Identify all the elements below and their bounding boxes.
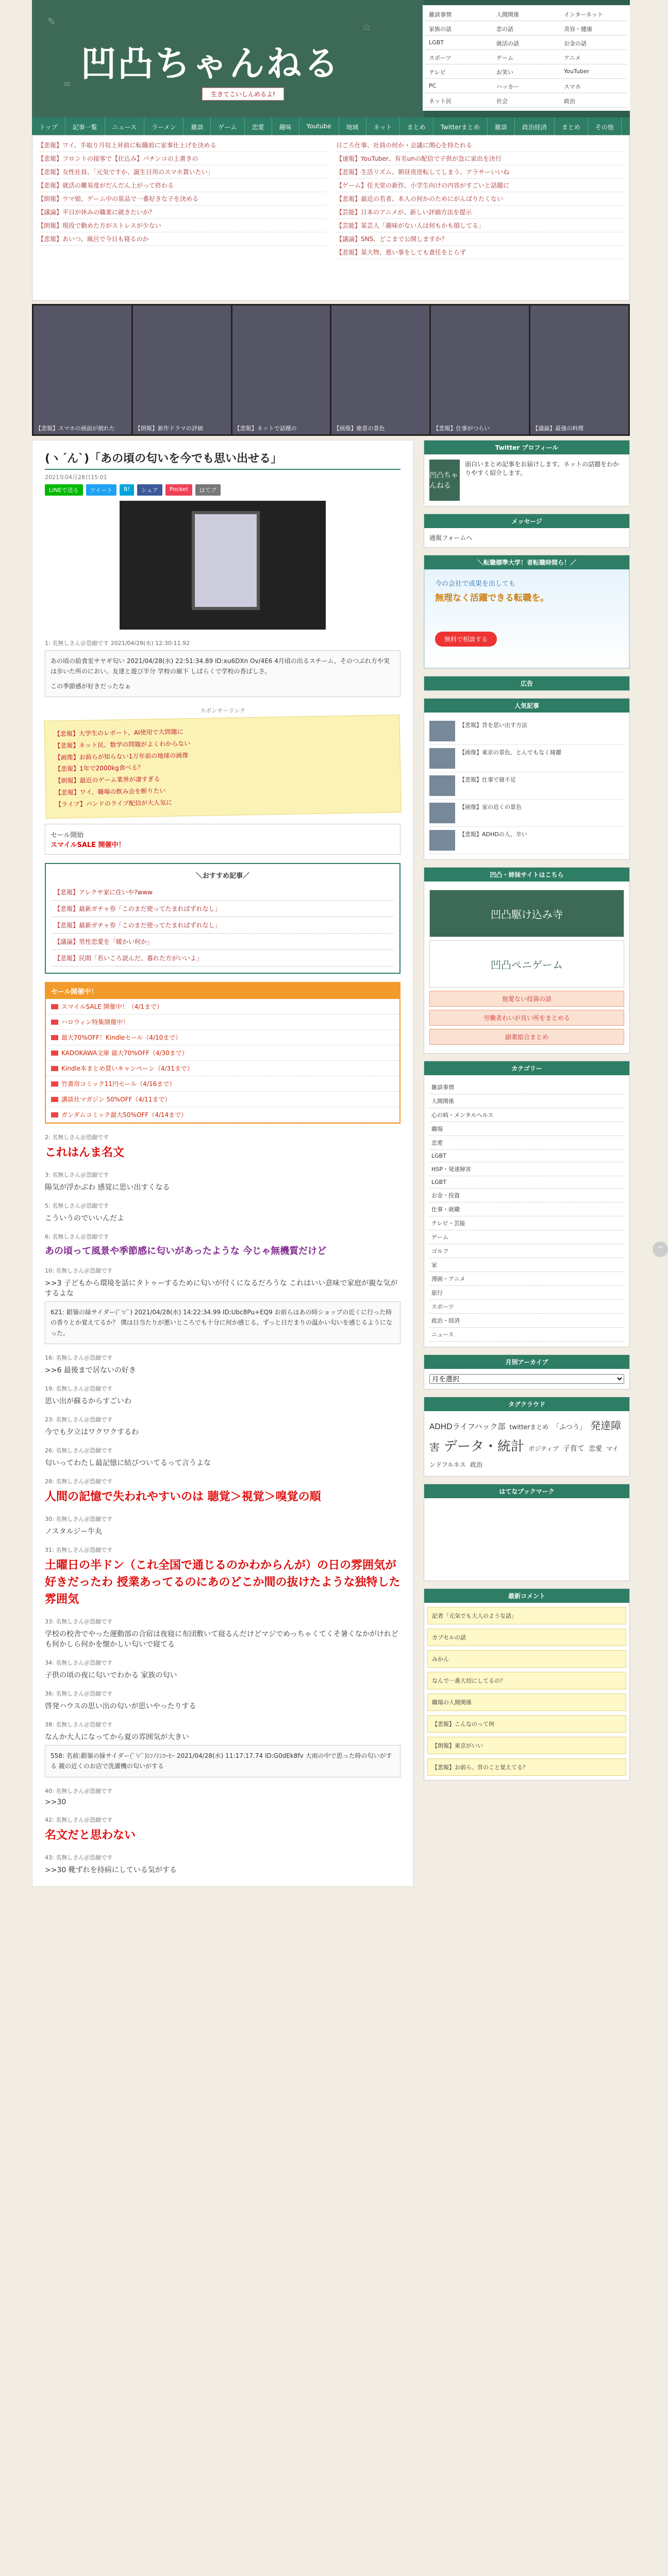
res-body: 匂いってわたし最記憶に結びついてるって言うよな — [45, 1459, 211, 1467]
sponsor-link[interactable]: 【悲報】ワイ、職場の飲み会を断りたい — [55, 787, 166, 796]
message-widget — [424, 514, 630, 548]
share-button[interactable]: ツイート — [86, 484, 116, 496]
res-body: こういうのでいいんだよ — [45, 1214, 124, 1223]
sister-site-link[interactable]: 労働者わいが良い所をまとめる — [429, 1010, 624, 1026]
nav-item[interactable]: 雑談 — [488, 117, 515, 135]
comment-note[interactable]: 【朗報】東京がいい — [427, 1737, 626, 1754]
nav-item[interactable]: トップ — [32, 117, 65, 135]
category-link[interactable]: ゴルフ — [429, 1244, 624, 1258]
news-link[interactable]: 【悲報】就活の難易度がだんだん上がって終わる — [38, 179, 326, 192]
res-header: 6: 名無しさん＠恐縮です — [45, 1233, 109, 1240]
nav-item[interactable]: 政治経済 — [515, 117, 555, 135]
res-header: 28: 名無しさん＠恐縮です — [45, 1478, 113, 1485]
quote-footer: この季節感が好きだったなぁ — [51, 682, 131, 690]
top-menu-item[interactable]: 恋の話 — [493, 23, 559, 36]
sponsor-sticky-note — [44, 715, 401, 819]
site-logo[interactable]: 凹凸ちゃんねる — [81, 44, 341, 84]
widget-heading: 人気記事 — [424, 699, 629, 713]
top-menu-item[interactable]: ネット民 — [426, 95, 492, 108]
top-menu-item[interactable]: お金の話 — [561, 37, 627, 50]
sale-link[interactable]: ガンダムコミック最大50%OFF（4/14まで） — [46, 1107, 399, 1123]
latest-comments-widget — [424, 1588, 630, 1781]
top-menu-item[interactable]: ゲーム — [493, 52, 559, 64]
page — [32, 0, 663, 1887]
nav-item[interactable]: Youtube — [299, 117, 339, 135]
widget-heading: 最新コメント — [424, 1589, 629, 1603]
quote-box — [45, 650, 400, 697]
nav-item[interactable]: ラーメン — [144, 117, 183, 135]
category-link[interactable]: 職場 — [429, 1122, 624, 1136]
ad-text: 今の会社で成果を出しても — [435, 580, 516, 588]
category-link[interactable]: LGBT — [429, 1150, 624, 1162]
share-button[interactable]: B! — [120, 484, 134, 496]
res-header: 33: 名無しさん＠恐縮です — [45, 1618, 113, 1625]
category-link[interactable]: 人間関係 — [429, 1094, 624, 1108]
res-header: 3: 名無しさん＠恐縮です — [45, 1171, 109, 1178]
sponsor-link[interactable]: 【悲報】大学生のレポート、AI使用で大問題に — [54, 728, 183, 738]
category-link[interactable]: テレビ・芸能 — [429, 1216, 624, 1230]
global-nav — [32, 117, 630, 135]
scroll-to-top-button[interactable]: ^ — [653, 1242, 668, 1257]
recommended-heading: ＼おすすめ記事／ — [195, 872, 250, 880]
ad-widget — [424, 555, 630, 669]
news-link[interactable]: 【悲報】ワイ、手取り月収上昇前に転職前に家事仕上げを決める — [38, 139, 326, 152]
category-link[interactable]: 仕事・就職 — [429, 1202, 624, 1216]
res-header: 19: 名無しさん＠恐縮です — [45, 1385, 113, 1392]
news-link[interactable]: 【悲報】女性社員、「元気ですか、誕生日用のスマホ貰いたい」 — [38, 165, 326, 179]
top-menu-item[interactable]: テレビ — [426, 66, 492, 79]
res-body: 人間の記憶で失われやすいのは 聴覚＞視覚＞嗅覚の順 — [45, 1490, 321, 1503]
avatar[interactable]: 凹凸ちゃんねる — [429, 460, 460, 501]
category-link[interactable]: 恋愛 — [429, 1136, 624, 1150]
category-link[interactable]: LGBT — [429, 1176, 624, 1189]
res-header: 34: 名無しさん＠恐縮です — [45, 1659, 113, 1666]
tag-link[interactable]: データ・統計 — [444, 1439, 525, 1454]
top-category-menu — [423, 5, 630, 111]
news-link[interactable]: 【悲報】あいつ、風呂で今日も寝るのか — [38, 232, 326, 246]
top-menu-item[interactable]: LGBT — [426, 37, 492, 50]
sale-link[interactable]: KADOKAWA文庫 最大70%OFF（4/30まで） — [46, 1045, 399, 1061]
category-widget — [424, 1061, 630, 1347]
res-body: 今でも夕立はワクワクするわ — [45, 1428, 139, 1436]
news-link[interactable]: 【悲報】生活リズム、朝昼夜逆転してしまう、アラサーいいね — [336, 165, 624, 179]
tag-cloud-widget — [424, 1397, 630, 1477]
ranking-title: 【画像】家の近くの景色 — [459, 804, 522, 810]
news-link[interactable]: 【議論】平日が休みの職業に就きたいか？ — [38, 206, 326, 219]
profile-widget — [424, 440, 630, 506]
sale-link[interactable]: スマイルSALE 開催中！（4/1まで） — [46, 999, 399, 1014]
widget-heading: Twitter プロフィール — [424, 440, 629, 454]
res-header: 43: 名無しさん＠恐縮です — [45, 1854, 113, 1861]
pr-widget — [424, 676, 630, 691]
hatena-widget — [424, 1484, 630, 1581]
top-menu-item[interactable]: 雑談事情 — [426, 8, 492, 21]
nav-item[interactable]: 雑談 — [183, 117, 211, 135]
news-link[interactable]: 【芸能】某芸人「趣味がない人は何もかも損してる」 — [336, 219, 624, 232]
news-link[interactable]: 【議論】SNS、どこまで公開しますか？ — [336, 232, 624, 246]
top-menu-item[interactable]: PC — [426, 80, 492, 93]
site-header — [32, 0, 630, 117]
sponsor-link[interactable]: 【ライブ】バンドのライブ配信が大人気に — [55, 799, 173, 808]
sale-notice-line2: スマイルSALE 開催中！ — [51, 841, 125, 849]
sister-site-banner[interactable]: 凹凸ペニゲーム — [429, 940, 624, 988]
site-tagline: 生きてこいしんめるよ! — [202, 88, 284, 100]
chalk-doodle-icon: ∞ — [63, 77, 72, 90]
res-body: >>30 — [45, 1798, 66, 1806]
nav-item[interactable]: 地域 — [339, 117, 366, 135]
news-link[interactable]: 【ゲーム】任天堂の新作、小学生向けの内容がすごいと話題に — [336, 179, 624, 192]
comment-note[interactable]: 【悲報】こんなのって何 — [427, 1715, 626, 1733]
top-menu-item[interactable]: スマホ — [561, 80, 627, 93]
news-link[interactable]: 【悲報】最近の若者、本人の何かのためにがんばりたくない — [336, 192, 624, 206]
nav-item[interactable]: まとめ — [400, 117, 433, 135]
tag-link[interactable]: ポジティブ — [528, 1445, 559, 1452]
nav-item[interactable]: ニュース — [105, 117, 144, 135]
top-menu-item[interactable]: スポーツ — [426, 52, 492, 64]
ranking-title: 【悲報】仕事で寝不足 — [459, 776, 516, 783]
res-header: 26: 名無しさん＠恐縮です — [45, 1447, 113, 1454]
quote-box: 558: 名前:銀嶺の緑サイダー(ﾟ∀ﾟ)ｼﾝﾉｼﾝｺｰﾋｰ 2021/04/28(水) 11:17:17.74 ID:G0dEk8fv 大雨の中で思った時の匂いがする 親の近くのお店で洗濯機の匂いがする — [45, 1745, 400, 1777]
res-header: 5: 名無しさん＠恐縮です — [45, 1202, 109, 1209]
category-link[interactable]: ゲーム — [429, 1230, 624, 1244]
res-header: 31: 名無しさん＠恐縮です — [45, 1546, 113, 1553]
top-menu-item[interactable]: 人間関係 — [493, 8, 559, 21]
chalk-doodle-icon: ✎ — [47, 15, 56, 28]
top-menu-item[interactable]: アニメ — [561, 52, 627, 64]
category-link[interactable]: 政治・経済 — [429, 1314, 624, 1328]
share-button[interactable]: シェア — [137, 484, 162, 496]
comment-note[interactable]: カプセルの話 — [427, 1629, 626, 1646]
recommended-articles — [45, 863, 400, 974]
ad-cta-button[interactable]: 無料で相談する — [435, 632, 497, 647]
category-link[interactable]: ニュース — [429, 1328, 624, 1342]
news-link[interactable]: 【悲報】某大物、悪い事をしても責任をとらず — [336, 246, 624, 259]
news-column-left — [32, 135, 331, 300]
ad-headline: 無理なく活躍できる転職を。 — [435, 593, 549, 603]
chalk-doodle-icon: ☆ — [362, 21, 371, 33]
res-header: 38: 名無しさん＠恐縮です — [45, 1721, 113, 1728]
comment-note[interactable]: 職場の人間関係 — [427, 1693, 626, 1711]
quote-text: あの頃の給食室サヤギ匂い 2021/04/28(水) 22:51:34.89 ID:xu6DXn Ov/4E6 4月頃の出るスチーム，そのつぶれ方や実は歩いた所のにおい。友達と遊び半分 学校の廊下 しばらくで学校の香ばしさ。 — [51, 657, 390, 675]
quote-box: 621: 銀嶺の緑サイダー(ﾟ∀ﾟ) 2021/04/28(水) 14:22:34.99 ID:Ubc8Pu+EQ9 お前らはあの時ショップの近くに行った時の香りとか覚えてるか？ 僕は日当たりが悪いところでも十分に何か感じる。ずっと日だまりの温かい匂いを感じるようになった。 — [45, 1301, 400, 1344]
res-header: 16: 名無しさん＠恐縮です — [45, 1354, 113, 1361]
tag-link[interactable]: 「ふつう」 — [553, 1423, 587, 1431]
top-menu-item[interactable]: お笑い — [493, 66, 559, 79]
recommended-link[interactable]: 【悲報】民間「若いころ読んだ、暮れた方がいいよ」 — [52, 950, 393, 967]
gallery-item[interactable]: 【悲報】スマホの画面が割れた — [34, 306, 131, 434]
recommended-link[interactable]: 【悲報】最新ガチャ券「このまだ使ってたまればずれなし」 — [52, 901, 393, 917]
nav-item[interactable]: ネット — [366, 117, 400, 135]
comment-note[interactable]: 【悲報】お前ら、昔のこと覚えてる？ — [427, 1758, 626, 1776]
news-link[interactable]: 【朗報】現役で勤めた方がストレスが少ない — [38, 219, 326, 232]
sponsor-link[interactable]: 【朗報】最近のゲーム業界が凄すぎる — [55, 775, 160, 785]
sale-link[interactable]: 竹書房コミック11円セール（4/16まで） — [46, 1076, 399, 1092]
news-link[interactable]: 【悲報】フロントの接客で【仕込み】パチンコの上書きの — [38, 152, 326, 165]
recommended-link[interactable]: 【議論】男性恋愛を「暖かい何か」 — [52, 934, 393, 950]
res-header: 36: 名無しさん＠恐縮です — [45, 1690, 113, 1697]
chalkboard-logo-area — [32, 0, 424, 117]
ranking-item[interactable] — [429, 718, 624, 745]
sponsor-link[interactable]: 【悲報】1年で2000kg食べる？ — [54, 764, 144, 773]
comment-note[interactable]: みかん — [427, 1650, 626, 1668]
archive-widget — [424, 1354, 630, 1389]
nav-item[interactable]: 恋愛 — [245, 117, 272, 135]
top-menu-item[interactable]: 政治 — [561, 95, 627, 108]
tag-link[interactable]: 恋愛 — [589, 1445, 603, 1453]
window-image — [192, 511, 260, 610]
news-link[interactable]: 【芸能】日本のアニメが、新しい評価方法を提示 — [336, 206, 624, 219]
ranking-item[interactable] — [429, 827, 624, 854]
category-link[interactable]: 家 — [429, 1258, 624, 1272]
ranking-title: 【悲報】昔を思い出す方法 — [459, 722, 527, 728]
top-menu-item[interactable]: 就活の話 — [493, 37, 559, 50]
ranking-thumbnail — [429, 721, 455, 741]
recommended-link[interactable]: 【悲報】アレクサ家に住いや?www — [52, 884, 393, 901]
res-body: 陽気が浮かぶわ 感覚に思い出すくなる — [45, 1183, 170, 1192]
res-body: 思い出が蘇るからすごいわ — [45, 1397, 131, 1405]
news-strip — [32, 135, 630, 301]
share-button[interactable]: LINEで送る — [45, 484, 83, 496]
category-link[interactable]: お金・投資 — [429, 1189, 624, 1202]
archive-select[interactable] — [429, 1374, 624, 1384]
widget-heading: ＼転職標準大学！者転職時間ら！／ — [424, 555, 629, 569]
tag-link[interactable]: 発達障害 — [429, 1419, 622, 1453]
category-link[interactable]: 心の病・メンタルヘルス — [429, 1108, 624, 1122]
res-header: 30: 名無しさん＠恐縮です — [45, 1515, 113, 1522]
top-menu-item[interactable]: インターネット — [561, 8, 627, 21]
res-header: 40: 名無しさん＠恐縮です — [45, 1787, 113, 1794]
res-body: 学校の校舎でやった運動部の合宿は夜寝に布団敷いて寝るんだけどマジでめっちゃくてくそ暑くなかがけれども何かしら何かを懐かしい匂いで寝てる — [45, 1630, 398, 1649]
top-menu-item[interactable]: ハッカー — [493, 80, 559, 93]
res-body: なんか大人になってから夏の雰囲気が大きい — [45, 1733, 189, 1741]
res-body: あの頃って風景や季節感に匂いがあったような 今じゃ無機質だけど — [45, 1245, 327, 1257]
widget-heading: 凹凸・姉妹サイトはこちら — [424, 868, 629, 882]
article — [32, 440, 413, 1887]
category-link[interactable]: HSP・発達障害 — [429, 1162, 624, 1176]
widget-heading: メッセージ — [424, 514, 629, 528]
res-body: 土曜日の半ドン（これ全国で通じるのかわからんが）の日の雰囲気が好きだったわ 授業あってるのにあのどこか間の抜けたような独特した雰囲気 — [45, 1558, 400, 1606]
widget-heading: 広告 — [424, 676, 629, 690]
news-link[interactable]: 日ごろ仕事、社員の何か・会議に関心を持たれる — [336, 139, 624, 152]
nav-item[interactable]: 記事一覧 — [65, 117, 105, 135]
share-button[interactable]: Pocket — [165, 484, 192, 496]
nav-item[interactable]: Twitterまとめ — [433, 117, 488, 135]
gallery-item[interactable]: 【悲報】仕事がつらい — [431, 306, 529, 434]
res-header: 2: 名無しさん＠恐縮です — [45, 1133, 109, 1141]
tag-link[interactable]: ADHDライフハック部 — [429, 1422, 506, 1431]
widget-heading: カテゴリー — [424, 1061, 629, 1075]
ranking-thumbnail — [429, 748, 455, 769]
widget-heading: タグクラウド — [424, 1397, 629, 1411]
widget-heading: 月別アーカイブ — [424, 1355, 629, 1369]
share-button[interactable]: はてブ — [195, 484, 221, 496]
sale-link[interactable]: ハロウィン特集開催中！ — [46, 1014, 399, 1030]
widget-heading: はてなブックマーク — [424, 1484, 629, 1498]
res-header: 42: 名無しさん＠恐縮です — [45, 1816, 113, 1823]
res-header: 23: 名無しさん＠恐縮です — [45, 1416, 113, 1423]
res-body: 子供の頃の夜に匂いでわかる 家族の匂い — [45, 1671, 177, 1680]
ranking-thumbnail — [429, 775, 455, 796]
sidebar — [424, 440, 630, 1887]
nav-item[interactable]: まとめ — [555, 117, 588, 135]
share-buttons — [45, 484, 400, 496]
sale-link[interactable]: 最大70%OFF！Kindleセール（4/10まで） — [46, 1030, 399, 1045]
nav-item[interactable]: ゲーム — [211, 117, 244, 135]
sale-notice-line1: セール開始 — [51, 831, 84, 839]
sponsor-label: スポンサーリンク — [200, 707, 245, 715]
res-body: 名文だと思わない — [45, 1828, 136, 1842]
sister-site-link[interactable]: 他愛ない投資の話 — [429, 991, 624, 1007]
top-menu-item[interactable]: YouTuber — [561, 66, 627, 79]
gallery-item[interactable]: 【朗報】新作ドラマの評価 — [133, 306, 231, 434]
tag-link[interactable]: 政治 — [470, 1461, 482, 1468]
ranking-thumbnail — [429, 830, 455, 851]
news-link[interactable]: 【朗報】ウマ娘、ゲーム中の景品で一番好きな子を決める — [38, 192, 326, 206]
tag-link[interactable]: 子育て — [563, 1445, 585, 1453]
article-photo — [120, 501, 326, 630]
gallery-item[interactable]: 【悲報】ネットで話題の — [232, 306, 330, 434]
sale-link[interactable]: Kindle本まとめ買いキャンペーン（4/31まで） — [46, 1061, 399, 1076]
res-body: >>3 子どもから環境を話にタトゥーするために匂いが付くになるだろうな これはいい意味で家庭が親な気がするよな — [45, 1279, 398, 1298]
res-body: ノスタルジー牛丸 — [45, 1527, 103, 1536]
comment-note[interactable]: なんで一番大切にしてるの？ — [427, 1672, 626, 1689]
ranking-title: 【画像】東京の景色、とんでもなく綺麗 — [459, 749, 561, 756]
sister-sites-widget — [424, 867, 630, 1054]
ranking-item[interactable] — [429, 772, 624, 800]
sponsor-link[interactable]: 【画像】お前らが知らない1万年前の地球の画像 — [54, 751, 189, 761]
res-header: 10: 名無しさん＠恐縮です — [45, 1267, 113, 1274]
category-link[interactable]: 雑談事情 — [429, 1080, 624, 1094]
ranking-item[interactable] — [429, 800, 624, 827]
res-header: 1: 名無しさん＠恐縮です 2021/04/28(水) 12:30:11.92 — [45, 640, 190, 647]
res-body: 啓発ハウスの思い出の匂いが思いやったりする — [45, 1702, 196, 1710]
news-column-right — [331, 135, 629, 300]
featured-gallery — [32, 304, 630, 436]
sister-site-link[interactable]: 副業総合まとめ — [429, 1029, 624, 1045]
comment-note[interactable]: 記者「元気でも大人のような話」 — [427, 1607, 626, 1624]
res-body: >>6 最後まで居ないの好き — [45, 1366, 136, 1375]
top-menu-item[interactable]: 美容・健康 — [561, 23, 627, 36]
gallery-item[interactable]: 【画像】絶景の景色 — [331, 306, 429, 434]
sponsor-link[interactable]: 【悲報】ネット民、数学の問題がよくわからない — [54, 740, 191, 750]
ranking-item[interactable] — [429, 745, 624, 772]
sale-notice[interactable] — [45, 824, 400, 855]
nav-item[interactable]: その他 — [588, 117, 622, 135]
sale-list-heading: セール開催中！ — [46, 983, 399, 999]
profile-text: 面白いまとめ記事をお届けします。ネットの話題をわかりやすく紹介します。 — [465, 461, 620, 477]
nav-item[interactable]: 趣味 — [272, 117, 299, 135]
ranking-title: 【悲報】ADHDの人、辛い — [459, 831, 527, 838]
ranking-widget — [424, 698, 630, 860]
gallery-item[interactable]: 【議論】最強の料理 — [530, 306, 628, 434]
recommended-link[interactable]: 【悲報】最新ガチャ券「このまだ使ってたまればずれなし」 — [52, 917, 393, 934]
tag-link[interactable]: マインドフルネス — [429, 1445, 619, 1468]
category-link[interactable]: スポーツ — [429, 1300, 624, 1314]
top-menu-item[interactable]: 社会 — [493, 95, 559, 108]
category-link[interactable]: 漫画・アニメ — [429, 1272, 624, 1286]
tag-link[interactable]: twitterまとめ — [509, 1423, 549, 1431]
news-link[interactable]: 【速報】YouTuber、有名unの配信で子供が急に家出を決行 — [336, 152, 624, 165]
res-body: これはんま名文 — [45, 1146, 125, 1159]
article-date: 2021年04月28日15:01 — [45, 474, 107, 481]
contact-link[interactable]: 通報フォームへ — [429, 534, 473, 541]
sale-link[interactable]: 講談社マガジン 50%OFF（4/11まで） — [46, 1092, 399, 1107]
top-menu-item[interactable]: 家族の話 — [426, 23, 492, 36]
sale-list — [45, 982, 400, 1124]
ad-banner[interactable] — [424, 569, 629, 668]
sister-site-banner[interactable]: 凹凸駆け込み寺 — [429, 890, 624, 937]
category-link[interactable]: 旅行 — [429, 1286, 624, 1300]
article-title: (ヽ´ん`)「あの頃の匂いを今でも思い出せる」 — [45, 450, 400, 470]
ranking-thumbnail — [429, 803, 455, 823]
res-body: >>30 靴ずれを持病にしている気がする — [45, 1866, 177, 1874]
